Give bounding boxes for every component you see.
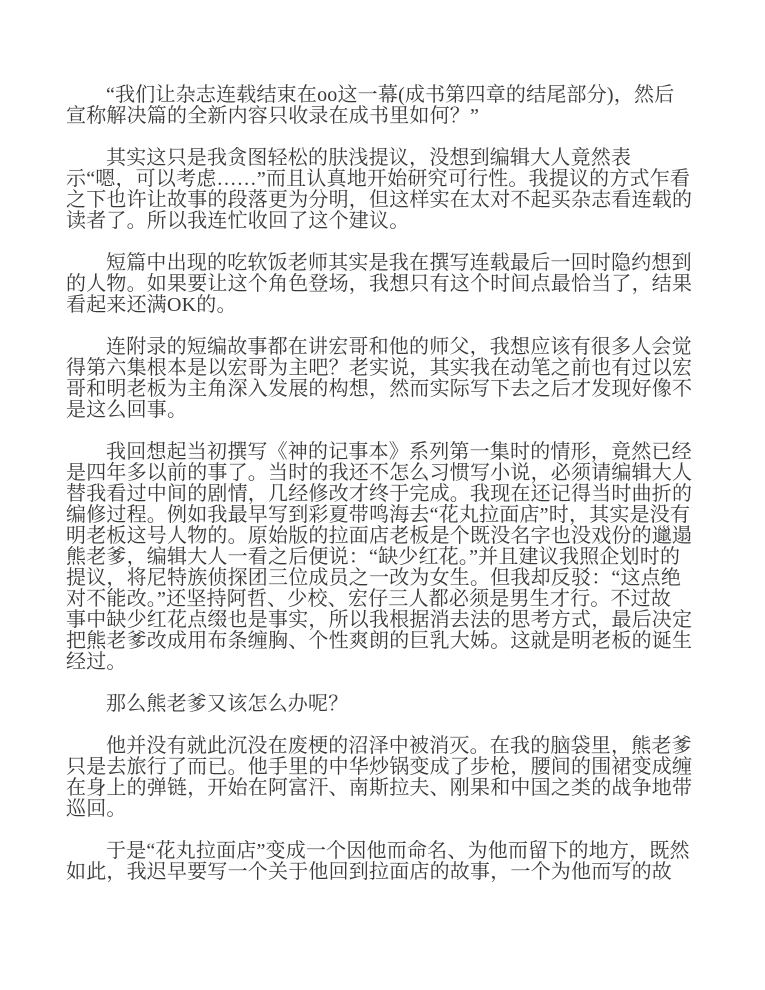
paragraph — [66, 694, 706, 715]
text-line: “我们让杂志连载结束在oo这一幕(成书第四章的结尾部分)，然后 — [106, 84, 675, 106]
text-line: 其实这只是我贪图轻松的肤浅提议，没想到编辑大人竟然表 — [106, 147, 632, 169]
text-line: 读者了。所以我连忙收回了这个建议。 — [66, 210, 410, 232]
text-line: 哥和明老板为主角深入发展的构想，然而实际写下去之后才发现好像不 — [66, 378, 693, 400]
text-line: 提议，将尼特族侦探团三位成员之一改为女生。但我却反驳：“这点绝 — [66, 567, 682, 589]
text-line: 示“嗯，可以考虑……”而且认真地开始研究可行性。我提议的方式乍看 — [66, 168, 691, 190]
text-line: 的人物。如果要让这个角色登场，我想只有这个时间点最恰当了，结果 — [66, 273, 693, 295]
text-line: 编修过程。例如我最早写到彩夏带鸣海去“花丸拉面店”时，其实是没有 — [66, 504, 691, 526]
text-line: 事中缺少红花点缀也是事实，所以我根据消去法的思考方式，最后决定 — [66, 609, 693, 631]
text-line: 巡回。 — [66, 798, 127, 820]
text-line: 是四年多以前的事了。当时的我还不怎么习惯写小说，必须请编辑大人 — [66, 462, 693, 484]
text-line: 经过。 — [66, 651, 127, 673]
text-line: 熊老爹，编辑大人一看之后便说：“缺少红花。”并且建议我照企划时的 — [66, 546, 681, 568]
document-page — [66, 85, 706, 904]
text-line: 是这么回事。 — [66, 399, 188, 421]
text-line: 他并没有就此沉没在废梗的沼泽中被消灭。在我的脑袋里，熊老爹 — [106, 735, 692, 757]
paragraph — [66, 85, 706, 127]
text-line: 宣称解决篇的全新内容只收录在成书里如何？” — [66, 105, 480, 127]
paragraph — [66, 253, 706, 316]
text-line: 之下也许让故事的段落更为分明，但这样实在太对不起买杂志看连载的 — [66, 189, 693, 211]
text-line: 于是“花丸拉面店”变成一个因他而命名、为他而留下的地方，既然 — [106, 840, 690, 862]
paragraph — [66, 148, 706, 232]
paragraph — [66, 337, 706, 421]
text-line: 替我看过中间的剧情，几经修改才终于完成。我现在还记得当时曲折的 — [66, 483, 693, 505]
paragraph — [66, 841, 706, 883]
text-line: 对不能改。”还坚持阿哲、少校、宏仔三人都必须是男生才行。不过故 — [66, 588, 672, 610]
text-line: 那么熊老爹又该怎么办呢？ — [106, 693, 349, 715]
text-line: 如此，我迟早要写一个关于他回到拉面店的故事，一个为他而写的故 — [66, 861, 672, 883]
paragraph — [66, 442, 706, 673]
text-line: 连附录的短编故事都在讲宏哥和他的师父，我想应该有很多人会觉 — [106, 336, 692, 358]
text-line: 明老板这号人物的。原始版的拉面店老板是个既没名字也没戏份的邋遢 — [66, 525, 693, 547]
text-line: 得第六集根本是以宏哥为主吧？老实说，其实我在动笔之前也有过以宏 — [66, 357, 693, 379]
paragraph — [66, 736, 706, 820]
text-line: 只是去旅行了而已。他手里的中华炒锅变成了步枪，腰间的围裙变成缠 — [66, 756, 693, 778]
text-line: 我回想起当初撰写《神的记事本》系列第一集时的情形，竟然已经 — [106, 441, 692, 463]
text-line: 在身上的弹链，开始在阿富汗、南斯拉夫、刚果和中国之类的战争地带 — [66, 777, 693, 799]
text-line: 把熊老爹改成用布条缠胸、个性爽朗的巨乳大姊。这就是明老板的诞生 — [66, 630, 693, 652]
text-line: 看起来还满OK的。 — [66, 294, 237, 316]
text-line: 短篇中出现的吃软饭老师其实是我在撰写连载最后一回时隐约想到 — [106, 252, 692, 274]
